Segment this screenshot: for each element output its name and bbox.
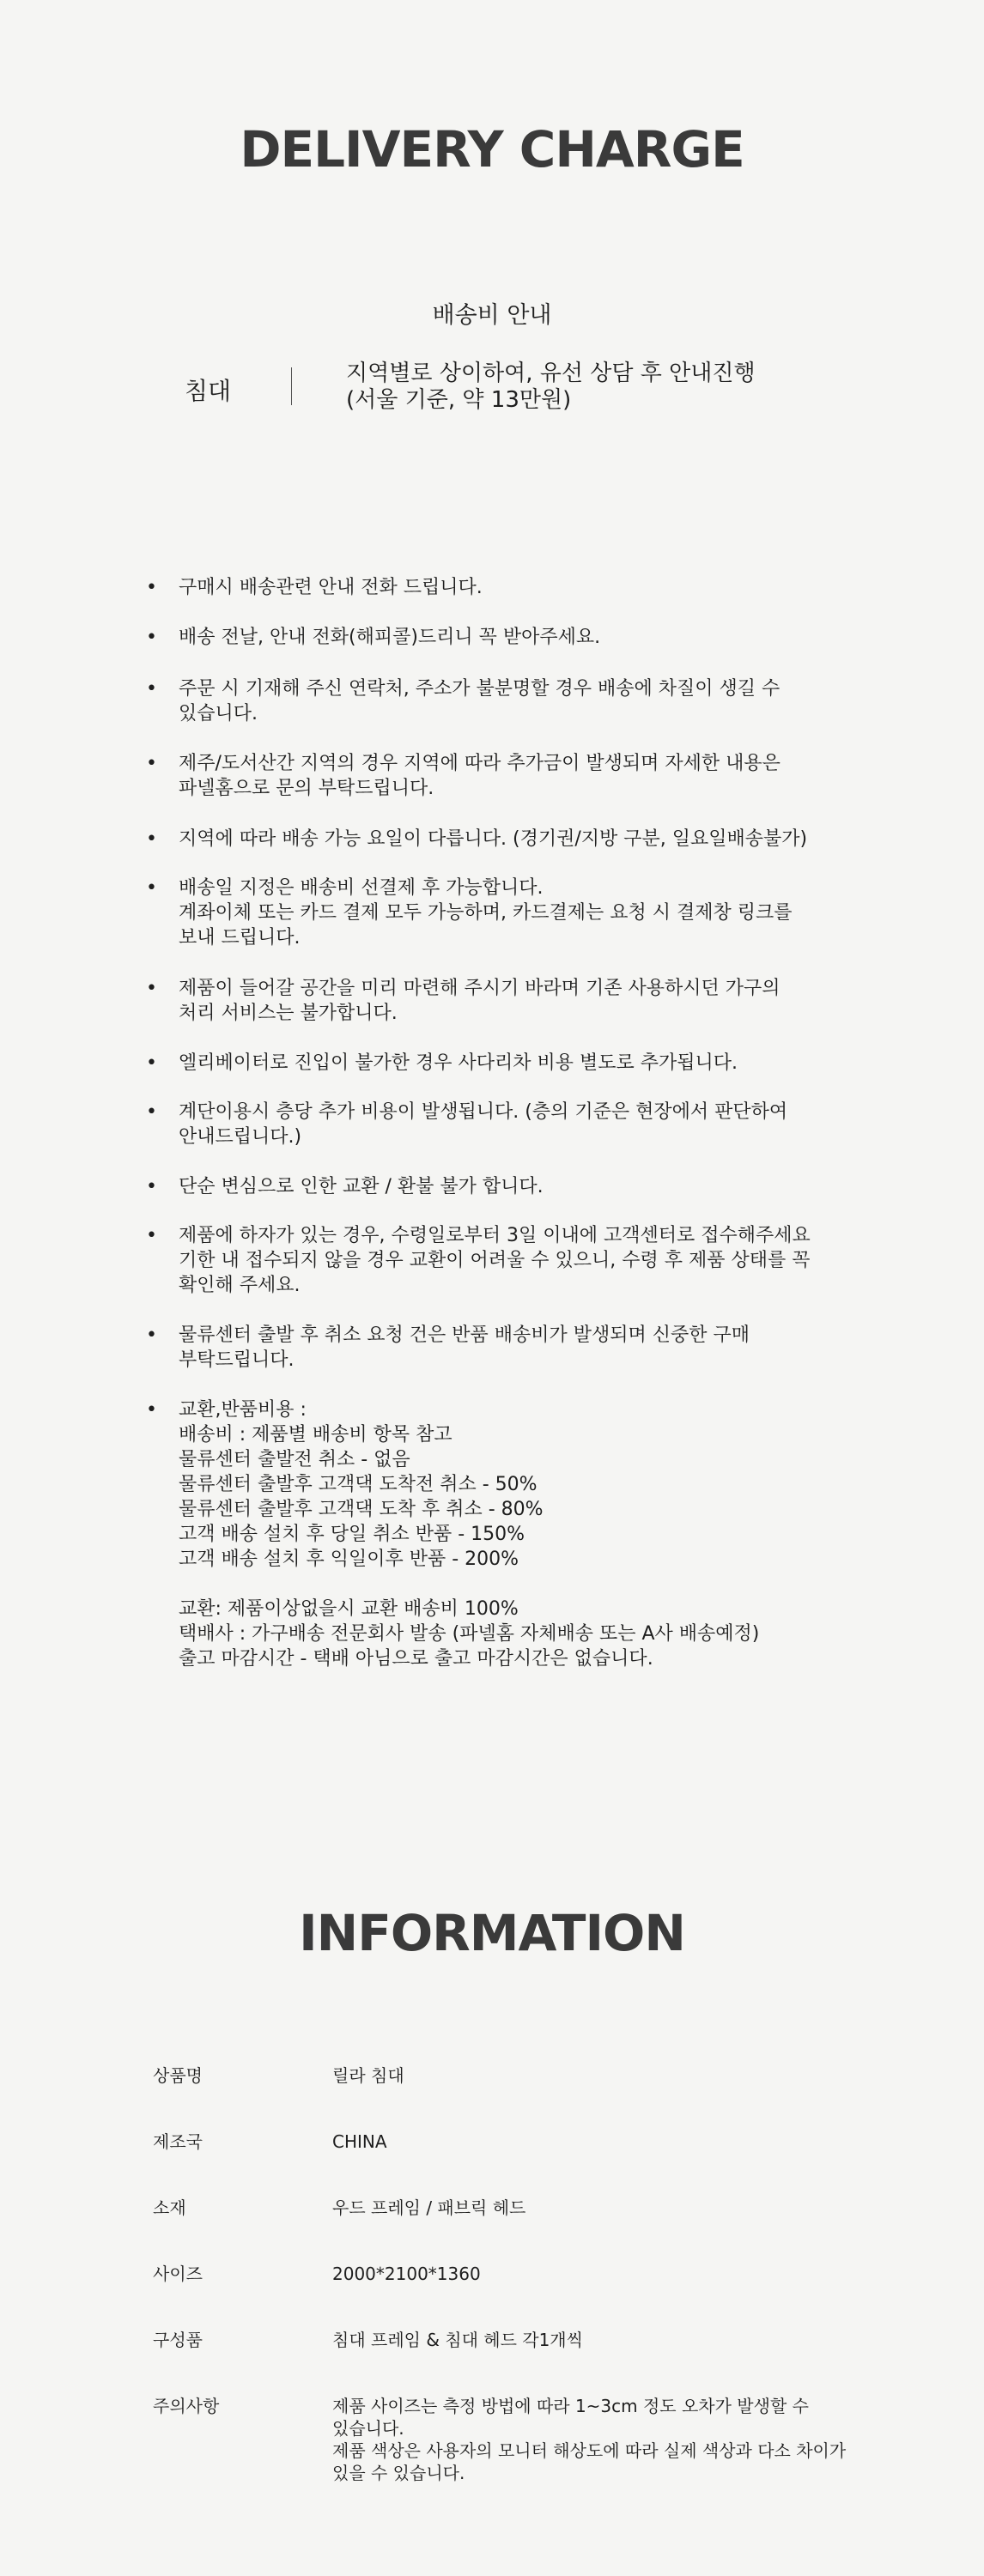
info-value-line: 우드 프레임 / 패브릭 헤드	[332, 2197, 526, 2218]
information-title: INFORMATION	[299, 1904, 685, 1962]
notice-line: 고객 배송 설치 후 익일이후 반품 - 200%	[179, 1549, 519, 1570]
notice-line: 물류센터 출발전 취소 - 없음	[179, 1449, 410, 1470]
charge-value	[346, 361, 861, 414]
info-value-line: 2000*2100*1360	[332, 2264, 481, 2284]
notice-text	[179, 1174, 883, 1199]
notice-line: 지역에 따라 배송 가능 요일이 다릅니다. (경기권/지방 구분, 일요일배송불가)	[179, 828, 808, 850]
notice-line: 교환,반품비용 :	[179, 1399, 307, 1421]
info-key: 주의사항	[153, 2396, 220, 2416]
bullet-icon: •	[146, 877, 157, 899]
notice-line: 배송일 지정은 배송비 선결제 후 가능합니다.	[179, 877, 544, 899]
notice-text	[179, 1323, 883, 1373]
notice-line: 파넬홈으로 문의 부탁드립니다.	[179, 778, 434, 799]
notice-line: 보내 드립니다.	[179, 927, 301, 949]
info-key: 소재	[153, 2197, 186, 2218]
notice-line: 배송 전날, 안내 전화(해피콜)드리니 꼭 받아주세요.	[179, 627, 601, 648]
bullet-icon: •	[146, 753, 157, 774]
info-value-line: 있을 수 있습니다.	[332, 2463, 465, 2483]
delivery-charge-title: DELIVERY CHARGE	[240, 120, 744, 179]
notice-text	[179, 976, 883, 1026]
info-value	[332, 2131, 882, 2153]
bullet-icon: •	[146, 1176, 157, 1197]
info-value-line: 제품 색상은 사용자의 모니터 해상도에 따라 실제 색상과 다소 차이가	[332, 2440, 847, 2461]
notice-line: 단순 변심으로 인한 교환 / 환불 불가 합니다.	[179, 1176, 544, 1197]
notice-line: 기한 내 접수되지 않을 경우 교환이 어려울 수 있으니, 수령 후 제품 상태를 꼭	[179, 1250, 811, 1271]
notice-line: 계좌이체 또는 카드 결제 모두 가능하며, 카드결제는 요청 시 결제창 링크를	[179, 902, 793, 924]
notice-text	[179, 827, 883, 852]
notice-text	[179, 625, 883, 650]
delivery-subtitle: 배송비 안내	[432, 302, 552, 329]
notice-text	[179, 1223, 883, 1298]
info-value-line: CHINA	[332, 2131, 387, 2152]
notice-line: 주문 시 기재해 주신 연락처, 주소가 불분명할 경우 배송에 차질이 생길 수	[179, 678, 781, 700]
info-value-line: 릴라 침대	[332, 2065, 404, 2086]
notice-line: 있습니다.	[179, 703, 258, 724]
charge-divider	[291, 367, 292, 405]
notice-text	[179, 1100, 883, 1149]
notice-line: 부탁드립니다.	[179, 1349, 295, 1371]
notice-line: 물류센터 출발후 고객댁 도착 후 취소 - 80%	[179, 1499, 544, 1520]
charge-label: 침대	[185, 377, 232, 405]
notice-line: 제품에 하자가 있는 경우, 수령일로부터 3일 이내에 고객센터로 접수해주세요	[179, 1225, 811, 1246]
info-value-line: 있습니다.	[332, 2418, 404, 2439]
notice-text	[179, 575, 883, 600]
info-value-line: 제품 사이즈는 측정 방법에 따라 1~3cm 정도 오차가 발생할 수	[332, 2396, 809, 2416]
notice-text	[179, 1051, 883, 1076]
notice-line: 계단이용시 층당 추가 비용이 발생됩니다. (층의 기준은 현장에서 판단하여	[179, 1101, 788, 1123]
info-value	[332, 2395, 882, 2484]
notice-line: 교환: 제품이상없을시 교환 배송비 100%	[179, 1598, 519, 1620]
notice-line: 구매시 배송관련 안내 전화 드립니다.	[179, 577, 483, 598]
notice-line: 배송비 : 제품별 배송비 항목 참고	[179, 1424, 453, 1446]
notice-line: 물류센터 출발후 고객댁 도착전 취소 - 50%	[179, 1474, 538, 1495]
notice-line: 안내드립니다.)	[179, 1126, 302, 1148]
notice-text	[179, 876, 883, 950]
bullet-icon: •	[146, 1399, 157, 1421]
notice-line	[179, 1572, 883, 1597]
notice-line: 출고 마감시간 - 택배 아님으로 출고 마감시간은 없습니다.	[179, 1648, 653, 1670]
bullet-icon: •	[146, 1225, 157, 1246]
info-value	[332, 2197, 882, 2219]
bullet-icon: •	[146, 1101, 157, 1123]
notice-text	[179, 1397, 883, 1671]
info-key: 상품명	[153, 2065, 203, 2086]
info-value	[332, 2263, 882, 2285]
bullet-icon: •	[146, 1052, 157, 1074]
notice-line: 처리 서비스는 불가합니다.	[179, 1003, 398, 1024]
info-key: 사이즈	[153, 2264, 203, 2284]
info-key: 구성품	[153, 2330, 203, 2350]
notice-text	[179, 751, 883, 801]
notice-line: 택배사 : 가구배송 전문회사 발송 (파넬홈 자체배송 또는 A사 배송예정)	[179, 1623, 760, 1645]
info-key: 제조국	[153, 2131, 203, 2152]
bullet-icon: •	[146, 577, 157, 598]
notice-line: 확인해 주세요.	[179, 1275, 301, 1296]
notice-line: 물류센터 출발 후 취소 요청 건은 반품 배송비가 발생되며 신중한 구매	[179, 1324, 750, 1346]
notice-line: 제주/도서산간 지역의 경우 지역에 따라 추가금이 발생되며 자세한 내용은	[179, 753, 781, 774]
bullet-icon: •	[146, 978, 157, 999]
notice-line: 고객 배송 설치 후 당일 취소 반품 - 150%	[179, 1524, 525, 1545]
charge-line: (서울 기준, 약 13만원)	[346, 387, 572, 413]
info-value-line: 침대 프레임 & 침대 헤드 각1개씩	[332, 2330, 583, 2350]
charge-line: 지역별로 상이하여, 유선 상담 후 안내진행	[346, 361, 756, 386]
charge-row	[0, 361, 984, 421]
notice-text	[179, 676, 883, 726]
info-value	[332, 2329, 882, 2351]
notice-line: 제품이 들어갈 공간을 미리 마련해 주시기 바라며 기존 사용하시던 가구의	[179, 978, 781, 999]
bullet-icon: •	[146, 627, 157, 648]
info-value	[332, 2064, 882, 2087]
bullet-icon: •	[146, 678, 157, 700]
bullet-icon: •	[146, 1324, 157, 1346]
bullet-icon: •	[146, 828, 157, 850]
notice-line: 엘리베이터로 진입이 불가한 경우 사다리차 비용 별도로 추가됩니다.	[179, 1052, 738, 1074]
